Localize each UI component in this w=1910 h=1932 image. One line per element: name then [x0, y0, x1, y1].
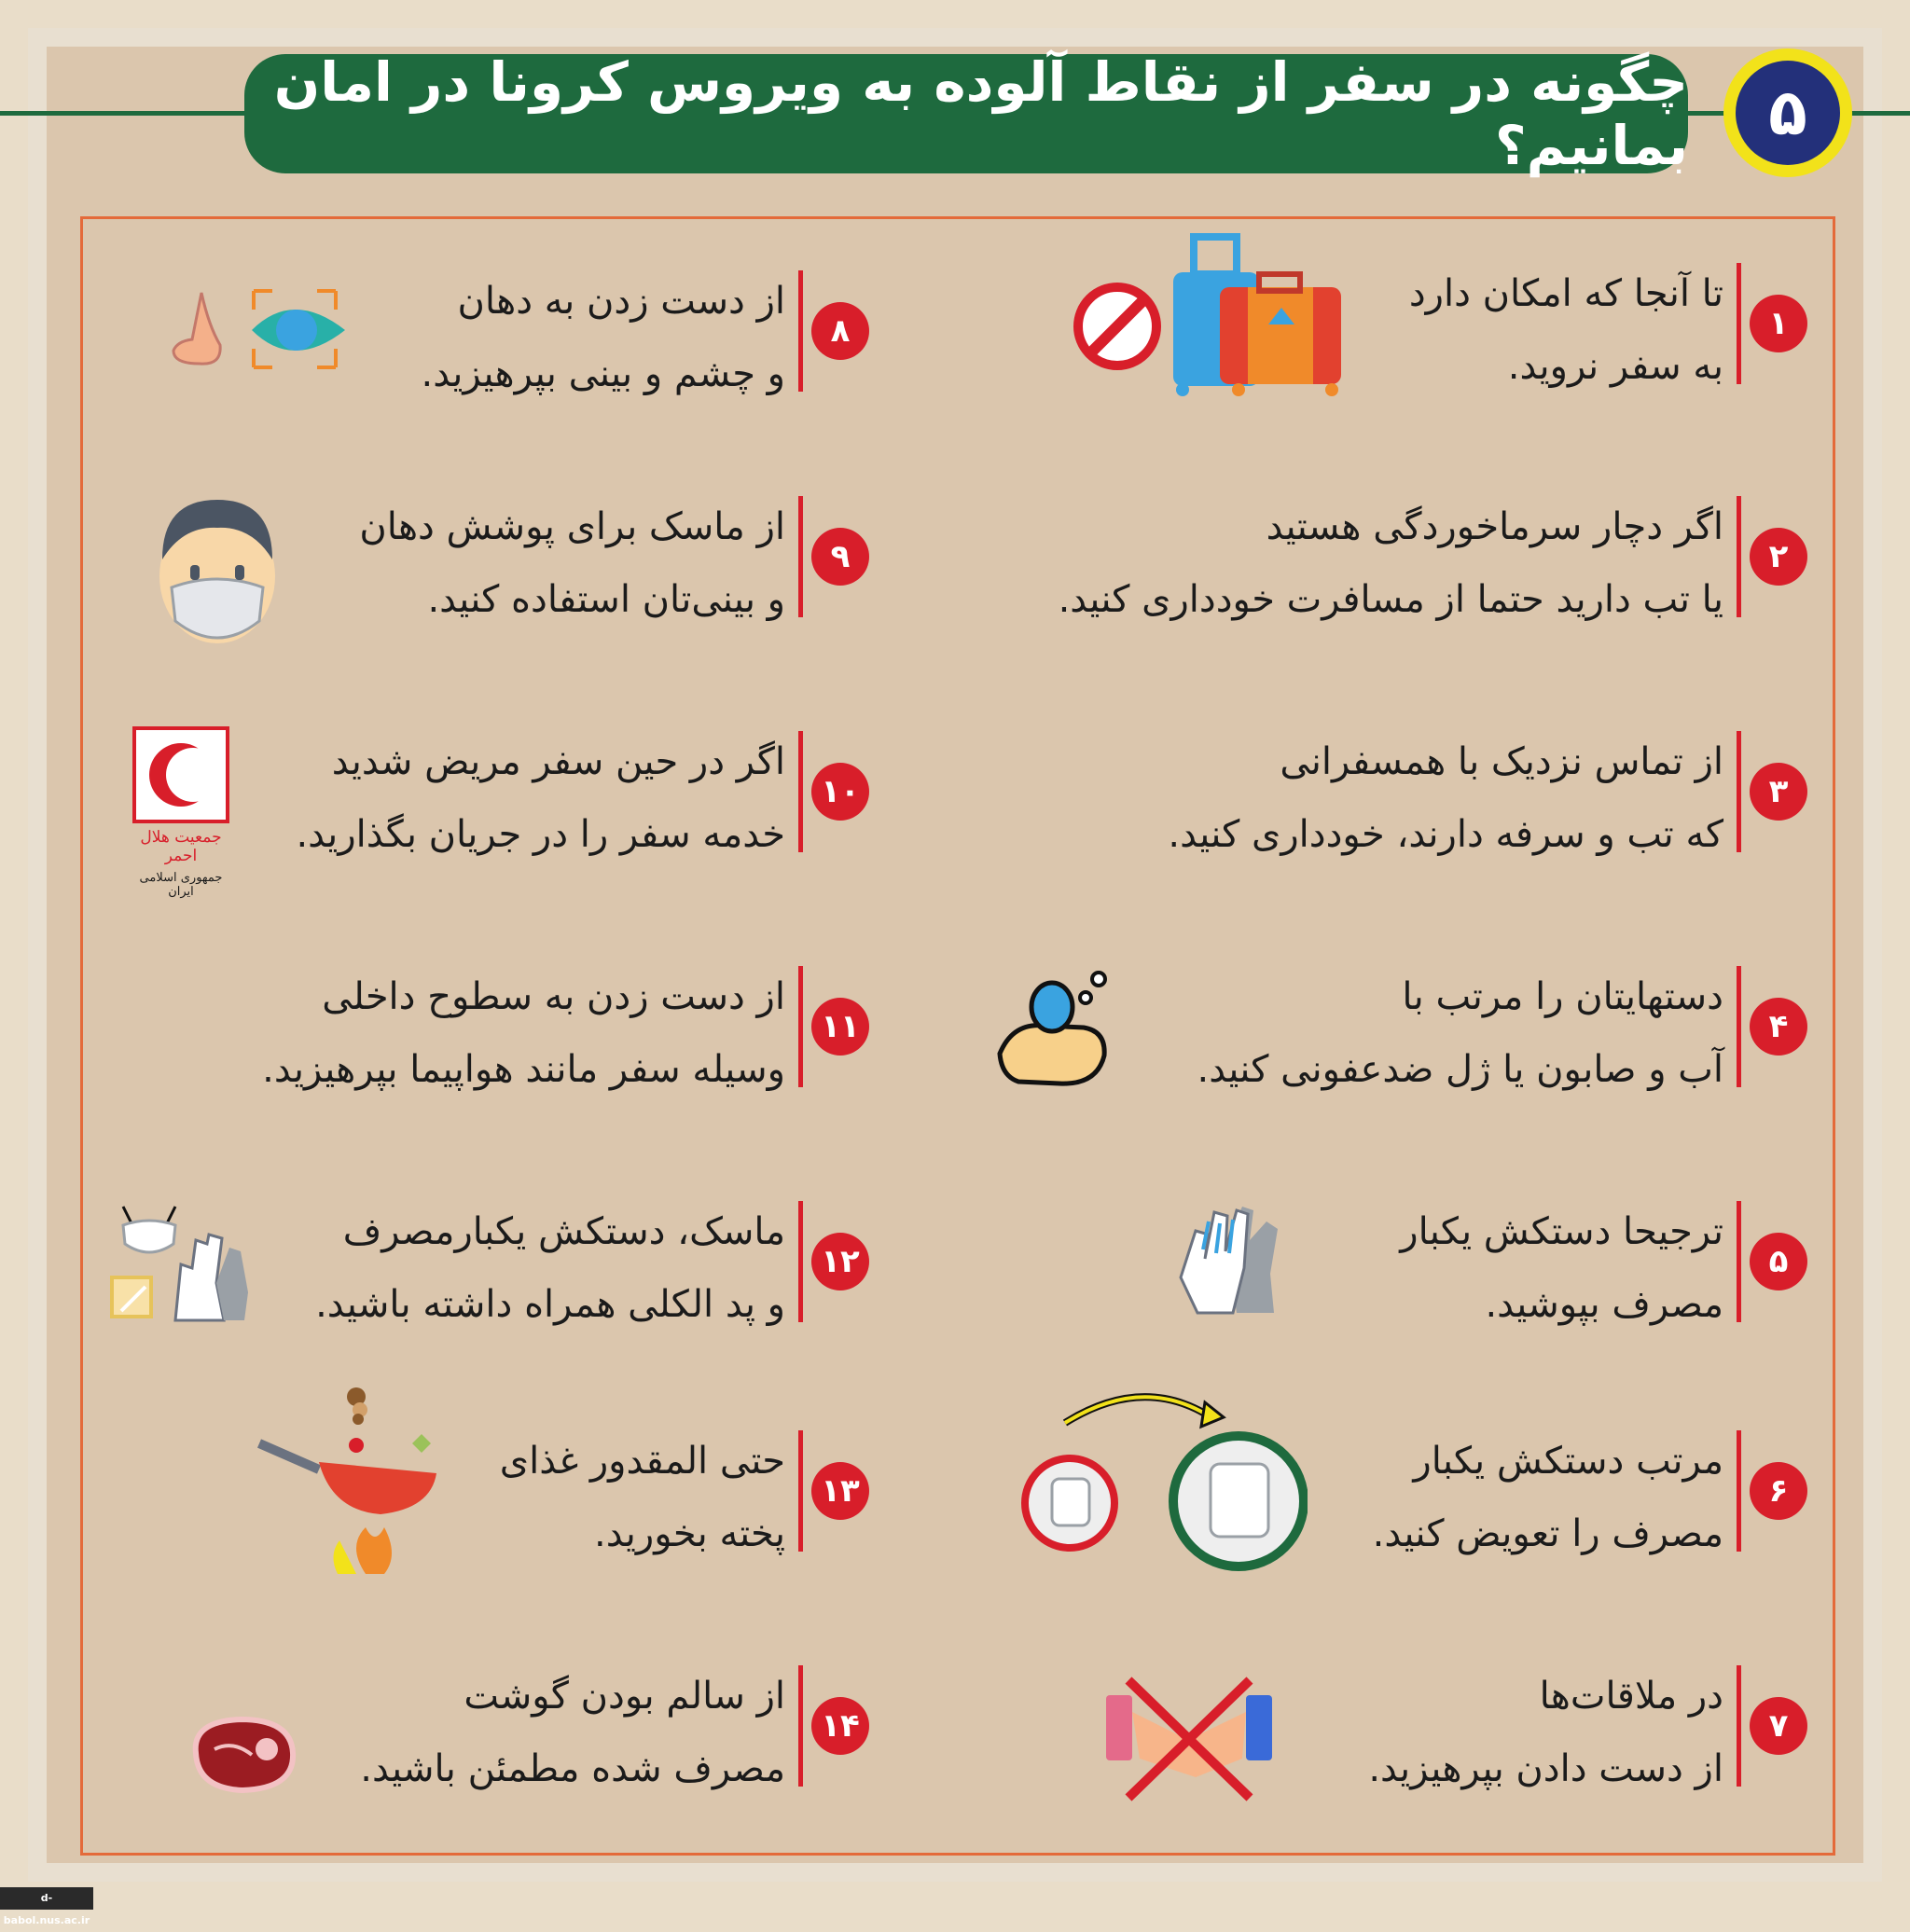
masked-face-icon — [140, 490, 295, 645]
tip-text — [296, 725, 785, 871]
cooking-pan-icon — [254, 1387, 451, 1587]
tip-divider — [798, 1430, 803, 1552]
tip-text — [1059, 490, 1723, 636]
tip-item-3 — [933, 718, 1813, 867]
glove-swap-icon — [1018, 1386, 1308, 1572]
nose-eye-icon — [168, 289, 349, 369]
tip-divider — [1737, 731, 1741, 852]
tip-line-1: از سالم بودن گوشت — [464, 1675, 785, 1718]
tip-number: ۱۱ — [811, 998, 869, 1056]
tip-text — [500, 1425, 785, 1570]
tip-text — [422, 265, 786, 410]
tip-number: ۷ — [1750, 1697, 1807, 1755]
tip-line-2: و پد الکلی همراه داشته باشید. — [315, 1283, 785, 1326]
tip-line-1: ترجیحا دستکش یکبار — [1400, 1210, 1723, 1253]
tip-line-1: از تماس نزدیک با همسفرانی — [1280, 740, 1723, 783]
red-crescent-logo — [129, 725, 233, 899]
tip-text — [1368, 1660, 1723, 1805]
red-crescent-country: جمهوری اسلامی ایران — [139, 871, 223, 899]
tip-line-2: و چشم و بینی بپرهیزید. — [421, 352, 785, 395]
tip-divider — [798, 1665, 803, 1787]
tip-line-1: از دست زدن به دهان — [457, 280, 785, 323]
tip-line-2: مصرف بپوشید. — [1485, 1283, 1723, 1326]
tip-text — [1409, 257, 1723, 403]
tip-text — [1197, 960, 1724, 1106]
tip-line-1: از ماسک برای پوشش دهان — [359, 505, 785, 548]
tip-item-12 — [187, 1188, 914, 1337]
gloves-icon — [1177, 1203, 1287, 1317]
mask-glove-pad-icon — [108, 1199, 257, 1326]
tip-item-7 — [933, 1652, 1813, 1801]
tip-divider — [798, 1201, 803, 1322]
tip-line-1: مرتب دستکش یکبار — [1413, 1440, 1723, 1483]
tip-number: ۳ — [1750, 763, 1807, 821]
tip-line-2: از دست دادن بپرهیزید. — [1368, 1747, 1723, 1790]
tip-divider — [1737, 496, 1741, 617]
section-badge-number: ۵ — [1736, 61, 1840, 165]
footer-watermark: d-babol.nus.ac.ir — [0, 1887, 93, 1910]
tip-number: ۲ — [1750, 528, 1807, 586]
tip-divider — [798, 966, 803, 1087]
tip-item-10 — [187, 718, 914, 867]
tip-number: ۶ — [1750, 1462, 1807, 1520]
page-title — [244, 50, 1688, 177]
tip-line-2: و بینی‌تان استفاده کنید. — [427, 578, 785, 621]
tip-number: ۱۴ — [811, 1697, 869, 1755]
tip-item-1 — [933, 250, 1813, 399]
no-handshake-icon — [1102, 1675, 1276, 1803]
tip-line-2: مصرف شده مطمئن باشید. — [360, 1747, 785, 1790]
tip-divider — [798, 731, 803, 852]
tip-line-1: دستهایتان را مرتب با — [1402, 975, 1723, 1018]
tip-divider — [798, 496, 803, 617]
tip-divider — [798, 270, 803, 392]
tip-number: ۵ — [1750, 1233, 1807, 1290]
tip-text — [1168, 725, 1723, 871]
tip-text — [315, 1195, 785, 1341]
tip-line-1: ماسک، دستکش یکبارمصرف — [342, 1210, 785, 1253]
tip-line-2: خدمه سفر را در جریان بگذارید. — [296, 813, 785, 856]
tip-line-2: وسیله سفر مانند هواپیما بپرهیزید. — [262, 1048, 785, 1091]
section-badge — [1723, 48, 1852, 177]
tip-line-2: پخته بخورید. — [594, 1512, 785, 1555]
tip-number: ۸ — [811, 302, 869, 360]
page-title-text: چگونه در سفر از نقاط آلوده به ویروس کرونا در امان بمانیم؟ — [273, 50, 1688, 177]
tip-text — [359, 490, 785, 636]
tip-line-1: حتی المقدور غذای — [499, 1440, 785, 1483]
tip-number: ۱۰ — [811, 763, 869, 821]
tip-line-1: اگر دچار سرماخوردگی هستید — [1266, 505, 1723, 548]
tip-number: ۱۲ — [811, 1233, 869, 1290]
tip-number: ۹ — [811, 528, 869, 586]
tip-text — [1373, 1425, 1723, 1570]
tip-line-2: که تب و سرفه دارند، خودداری کنید. — [1168, 813, 1723, 856]
tip-number: ۱۳ — [811, 1462, 869, 1520]
tip-line-1: اگر در حین سفر مریض شدید — [331, 740, 785, 783]
tip-line-2: به سفر نروید. — [1507, 345, 1723, 388]
tip-item-5 — [933, 1188, 1813, 1337]
hand-washing-icon — [994, 970, 1125, 1089]
tip-number: ۱ — [1750, 295, 1807, 352]
tip-divider — [1737, 1201, 1741, 1322]
tip-text — [262, 960, 785, 1106]
tip-item-9 — [187, 483, 914, 632]
red-crescent-icon — [131, 725, 230, 824]
tip-divider — [1737, 1665, 1741, 1787]
red-crescent-name: جمعیت هلال احمر — [140, 828, 222, 865]
tip-item-2 — [933, 483, 1813, 632]
tip-divider — [1737, 1430, 1741, 1552]
luggage-no-travel-icon — [1071, 229, 1350, 401]
tip-line-1: تا آنجا که امکان دارد — [1408, 272, 1723, 315]
tip-line-1: در ملاقات‌ها — [1539, 1675, 1723, 1718]
tip-text — [1400, 1195, 1723, 1341]
title-rule-left — [0, 111, 252, 116]
tip-line-1: از دست زدن به سطوح داخلی — [322, 975, 785, 1018]
tip-line-2: آب و صابون یا ژل ضدعفونی کنید. — [1197, 1048, 1723, 1091]
tip-item-11 — [187, 953, 914, 1102]
tip-line-2: مصرف را تعویض کنید. — [1372, 1512, 1723, 1555]
meat-icon — [187, 1712, 298, 1796]
tip-line-2: یا تب دارید حتما از مسافرت خودداری کنید. — [1058, 578, 1723, 621]
tip-divider — [1737, 966, 1741, 1087]
tip-number: ۴ — [1750, 998, 1807, 1056]
tip-text — [360, 1660, 785, 1805]
tip-divider — [1737, 263, 1741, 384]
